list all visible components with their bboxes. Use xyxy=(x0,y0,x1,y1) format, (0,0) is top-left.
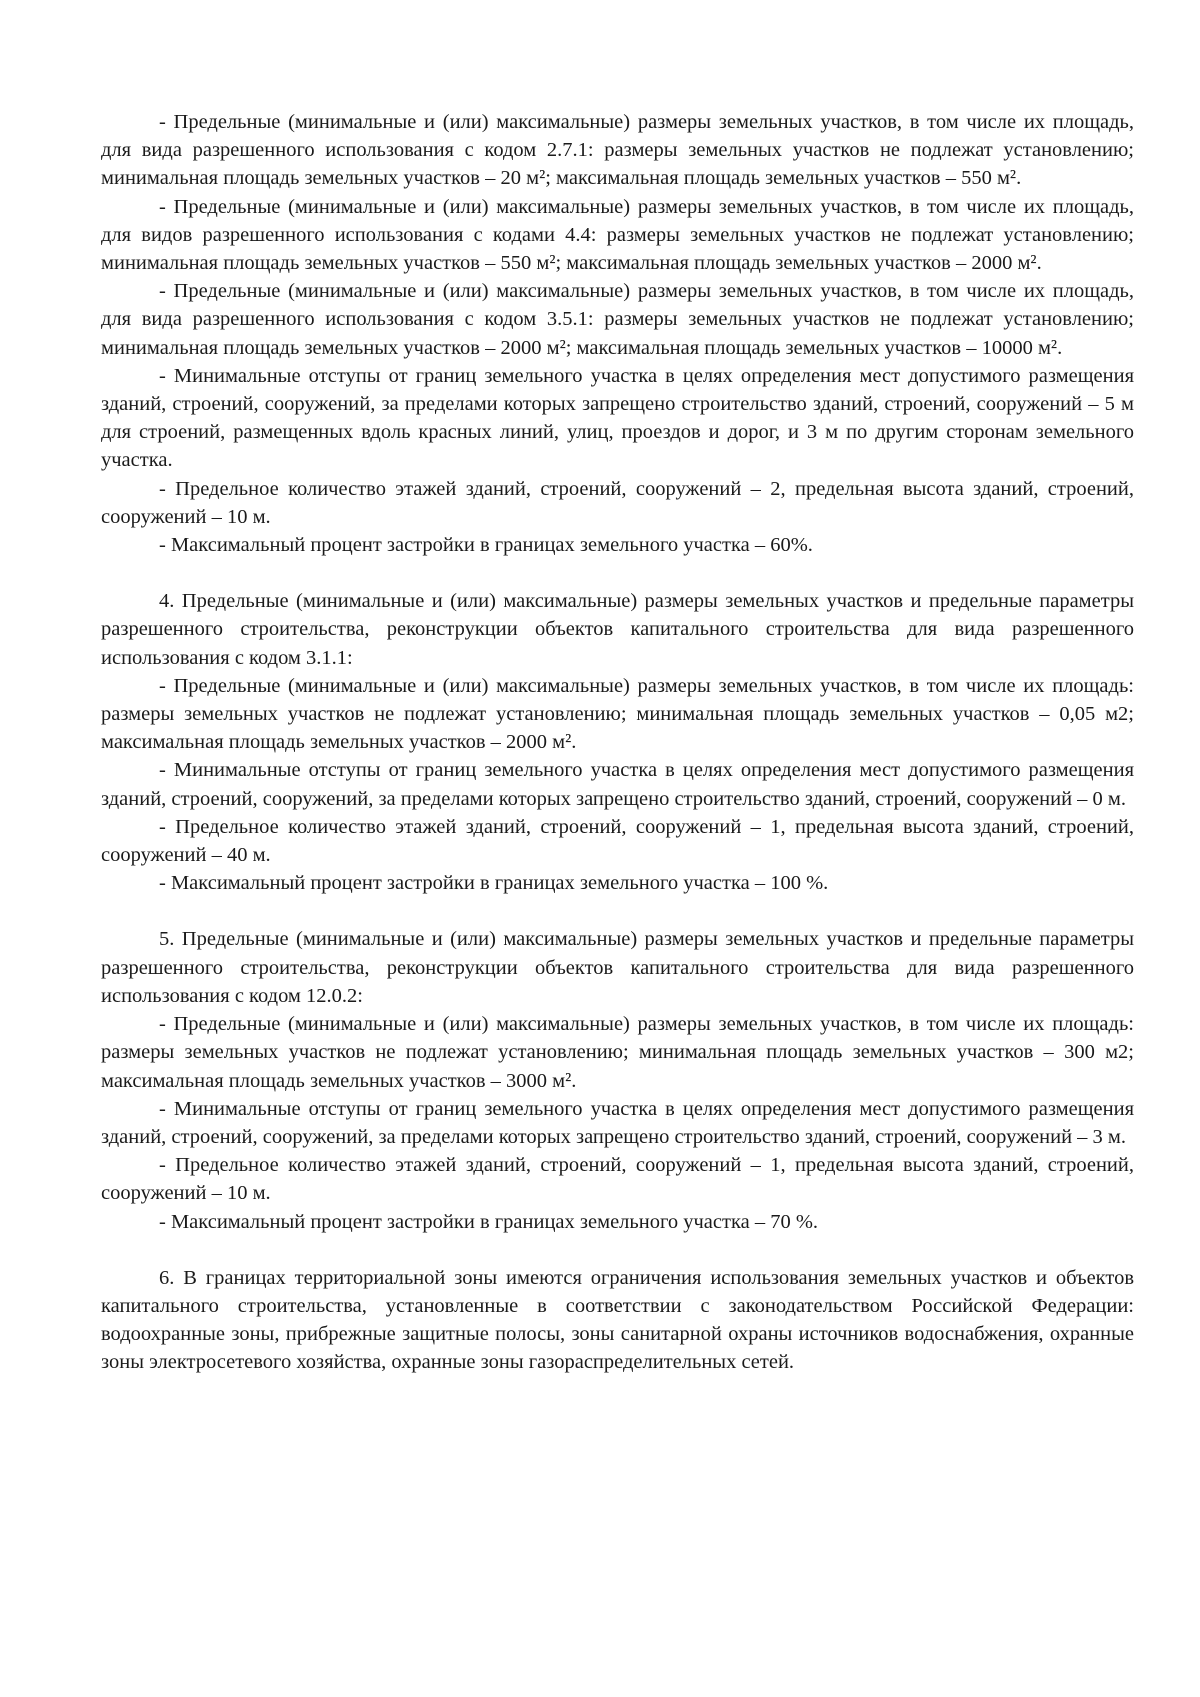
paragraph: - Максимальный процент застройки в границах земельного участка – 60%. xyxy=(159,534,813,557)
paragraph: - Максимальный процент застройки в границах земельного участка – 70 %. xyxy=(159,1210,819,1233)
paragraph: - Предельное количество этажей зданий, строений, сооружений – 1, предельная высота зданий, строений, сооружений – 40 м. xyxy=(101,815,1134,867)
paragraph: - Предельные (минимальные и (или) максимальные) размеры земельных участков, в том числе их площадь: размеры земельных участков не подлежат установлению; минимальная площадь земельных участков – 300 м2; максимальная площадь земельных участков – 3000 м². xyxy=(101,1013,1134,1092)
paragraph: 5. Предельные (минимальные и (или) максимальные) размеры земельных участков и предельные параметры разрешенного строительства, реконструкции объектов капитального строительства для вида разрешенного использования с кодом 12.0.2: xyxy=(101,928,1134,1007)
paragraph: - Предельные (минимальные и (или) максимальные) размеры земельных участков, в том числе их площадь: размеры земельных участков не подлежат установлению; минимальная площадь земельных участков – 0,05 м2; максимальная площадь земельных участков – 2000 м². xyxy=(101,674,1134,754)
paragraph: - Минимальные отступы от границ земельного участка в целях определения мест допустимого размещения зданий, строений, сооружений, за пределами которых запрещено строительство зданий, строений, сооружений – 5 м для строений, размещенных вдоль красных линий, улиц, проездов и дорог, и 3 м по другим сторонам земельного участка. xyxy=(101,364,1134,472)
paragraph: - Предельные (минимальные и (или) максимальные) размеры земельных участков, в том числе их площадь, для вида разрешенного использования с кодом 2.7.1: размеры земельных участков не подлежат установлению; минимальная площадь земельных участков – 20 м²; максимальная площадь земельных участков – 550 м². xyxy=(101,111,1134,190)
paragraph: - Минимальные отступы от границ земельного участка в целях определения мест допустимого размещения зданий, строений, сооружений, за пределами которых запрещено строительство зданий, строений, сооружений – 3 м. xyxy=(101,1097,1134,1148)
paragraph: - Предельные (минимальные и (или) максимальные) размеры земельных участков, в том числе их площадь, для видов разрешенного использования с кодами 4.4: размеры земельных участков не подлежат установлению; минимальная площадь земельных участков – 550 м²; максимальная площадь земельных участков – 2000 м². xyxy=(101,195,1134,275)
section-spacer xyxy=(101,897,1134,925)
paragraph: - Предельные (минимальные и (или) максимальные) размеры земельных участков, в том числе их площадь, для вида разрешенного использования с кодом 3.5.1: размеры земельных участков не подлежат установлению; минимальная площадь земельных участков – 2000 м²; максимальная площадь земельных участков – 10000 м². xyxy=(101,280,1134,359)
paragraph: - Предельное количество этажей зданий, строений, сооружений – 1, предельная высота зданий, строений, сооружений – 10 м. xyxy=(101,1154,1134,1205)
paragraph: - Предельное количество этажей зданий, строений, сооружений – 2, предельная высота зданий, строений, сооружений – 10 м. xyxy=(101,477,1134,528)
paragraph: - Максимальный процент застройки в границах земельного участка – 100 %. xyxy=(159,872,829,895)
paragraph: - Минимальные отступы от границ земельного участка в целях определения мест допустимого размещения зданий, строений, сооружений, за пределами которых запрещено строительство зданий, строений, сооружений – 0 м. xyxy=(101,759,1134,810)
paragraph: 6. В границах территориальной зоны имеются ограничения использования земельных участков и объектов капитального строительства, установленные в соответствии с законодательством Российской Федерации: водоохранные зоны, прибрежные защитные полосы, зоны санитарной охраны источников водоснабжения, охранные зоны электросетевого хозяйства, охранные зоны газораспределительных сетей. xyxy=(101,1266,1134,1374)
section-spacer xyxy=(101,559,1134,587)
document-page xyxy=(101,108,1134,1377)
paragraph: 4. Предельные (минимальные и (или) максимальные) размеры земельных участков и предельные параметры разрешенного строительства, реконструкции объектов капитального строительства для вида разрешенного использования с кодом 3.1.1: xyxy=(101,590,1134,669)
section-spacer xyxy=(101,1236,1134,1264)
